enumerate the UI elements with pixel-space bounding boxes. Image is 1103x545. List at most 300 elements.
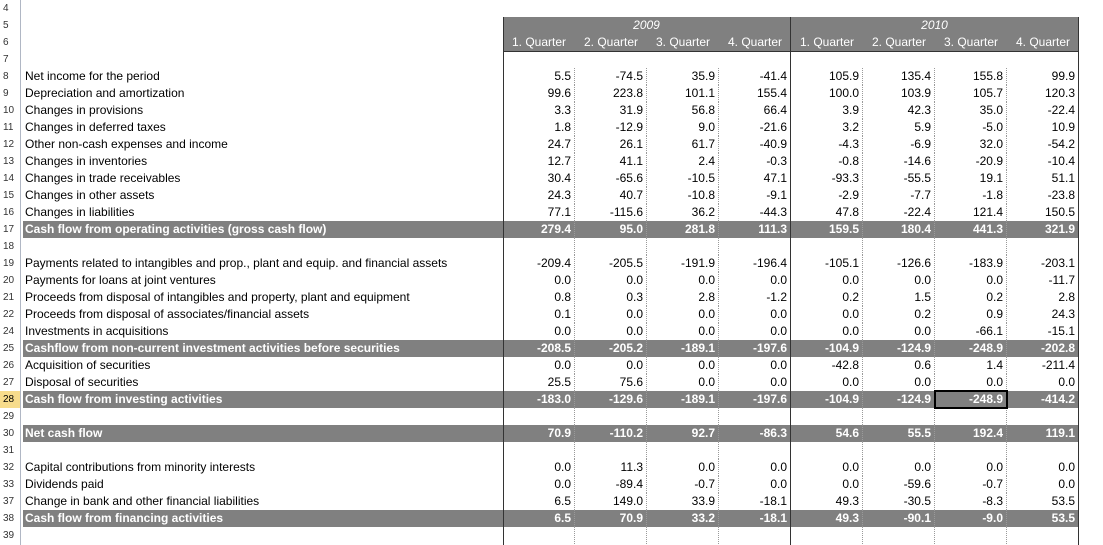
value-cell[interactable]: 0.0	[575, 357, 647, 374]
value-cell[interactable]: 120.3	[1007, 85, 1079, 102]
row-header[interactable]: 25	[0, 340, 20, 357]
value-cell[interactable]: -44.3	[719, 204, 791, 221]
value-cell[interactable]: 5.9	[863, 119, 935, 136]
value-cell[interactable]: 0.0	[935, 374, 1007, 391]
value-cell[interactable]: -54.2	[1007, 136, 1079, 153]
value-cell[interactable]: 0.0	[863, 323, 935, 340]
empty-cell[interactable]	[503, 238, 575, 255]
value-cell[interactable]: 9.0	[647, 119, 719, 136]
row-header[interactable]: 32	[0, 459, 20, 476]
table-row[interactable]	[0, 51, 1103, 68]
value-cell[interactable]: 12.7	[503, 153, 575, 170]
value-cell[interactable]: 0.0	[503, 357, 575, 374]
value-cell[interactable]: -126.6	[863, 255, 935, 272]
table-row[interactable]	[0, 289, 1103, 306]
value-cell[interactable]: -86.3	[719, 425, 791, 442]
summary-row[interactable]	[0, 510, 1103, 527]
value-cell[interactable]: -89.4	[575, 476, 647, 493]
value-cell[interactable]: 155.8	[935, 68, 1007, 85]
value-cell[interactable]: 0.0	[719, 306, 791, 323]
row-header[interactable]: 13	[0, 153, 20, 170]
value-cell[interactable]: -208.5	[503, 340, 575, 357]
value-cell[interactable]: 0.0	[1007, 374, 1079, 391]
value-cell[interactable]: -124.9	[863, 340, 935, 357]
value-cell[interactable]: -40.9	[719, 136, 791, 153]
value-cell[interactable]: -189.1	[647, 340, 719, 357]
value-cell[interactable]: -55.5	[863, 170, 935, 187]
table-row[interactable]	[0, 102, 1103, 119]
table-row[interactable]	[0, 170, 1103, 187]
row-label[interactable]: Depreciation and amortization	[25, 86, 185, 100]
value-cell[interactable]: -8.3	[935, 493, 1007, 510]
value-cell[interactable]: -65.6	[575, 170, 647, 187]
value-cell[interactable]: 0.0	[791, 323, 863, 340]
value-cell[interactable]: 0.0	[647, 272, 719, 289]
empty-cell[interactable]	[719, 408, 791, 425]
value-cell[interactable]: -0.7	[935, 476, 1007, 493]
value-cell[interactable]: -10.4	[1007, 153, 1079, 170]
empty-cell[interactable]	[647, 442, 719, 459]
value-cell[interactable]: 0.0	[575, 323, 647, 340]
row-header[interactable]: 39	[0, 527, 20, 544]
value-cell[interactable]: 111.3	[719, 221, 791, 238]
row-label[interactable]: Cash flow from financing activities	[25, 511, 224, 525]
value-cell[interactable]: 0.0	[719, 357, 791, 374]
value-cell[interactable]: 0.2	[791, 289, 863, 306]
empty-cell[interactable]	[575, 408, 647, 425]
table-row[interactable]	[0, 68, 1103, 85]
empty-cell[interactable]	[791, 442, 863, 459]
row-header[interactable]: 9	[0, 85, 20, 102]
value-cell[interactable]: 24.3	[503, 187, 575, 204]
value-cell[interactable]: 1.8	[503, 119, 575, 136]
value-cell[interactable]: 0.0	[791, 374, 863, 391]
table-row[interactable]	[0, 255, 1103, 272]
active-cell-cursor[interactable]	[934, 390, 1008, 409]
value-cell[interactable]: -104.9	[791, 391, 863, 408]
value-cell[interactable]: -105.1	[791, 255, 863, 272]
table-row[interactable]	[0, 323, 1103, 340]
row-label[interactable]: Changes in trade receivables	[25, 171, 181, 185]
value-cell[interactable]: -2.9	[791, 187, 863, 204]
value-cell[interactable]: 51.1	[1007, 170, 1079, 187]
value-cell[interactable]: 0.2	[863, 306, 935, 323]
value-cell[interactable]: 99.6	[503, 85, 575, 102]
row-header[interactable]: 8	[0, 68, 20, 85]
table-row[interactable]	[0, 442, 1103, 459]
value-cell[interactable]: 155.4	[719, 85, 791, 102]
value-cell[interactable]: 0.0	[863, 459, 935, 476]
value-cell[interactable]: 159.5	[791, 221, 863, 238]
row-header[interactable]: 20	[0, 272, 20, 289]
value-cell[interactable]: 0.0	[1007, 459, 1079, 476]
value-cell[interactable]: 441.3	[935, 221, 1007, 238]
value-cell[interactable]: 0.0	[791, 272, 863, 289]
value-cell[interactable]: 3.9	[791, 102, 863, 119]
value-cell[interactable]: -0.8	[791, 153, 863, 170]
row-header[interactable]: 11	[0, 119, 20, 136]
value-cell[interactable]: -209.4	[503, 255, 575, 272]
value-cell[interactable]: -196.4	[719, 255, 791, 272]
value-cell[interactable]: 119.1	[1007, 425, 1079, 442]
row-label[interactable]: Cash flow from operating activities (gross cash flow)	[25, 222, 327, 236]
empty-cell[interactable]	[503, 527, 575, 544]
value-cell[interactable]: 2.8	[647, 289, 719, 306]
value-cell[interactable]: 3.3	[503, 102, 575, 119]
empty-cell[interactable]	[503, 442, 575, 459]
value-cell[interactable]: -22.4	[1007, 102, 1079, 119]
value-cell[interactable]: 101.1	[647, 85, 719, 102]
value-cell[interactable]: 11.3	[575, 459, 647, 476]
value-cell[interactable]: 0.0	[719, 459, 791, 476]
value-cell[interactable]: -1.8	[935, 187, 1007, 204]
value-cell[interactable]: -12.9	[575, 119, 647, 136]
value-cell[interactable]: 0.0	[863, 272, 935, 289]
empty-cell[interactable]	[791, 527, 863, 544]
row-header[interactable]: 14	[0, 170, 20, 187]
value-cell[interactable]: 32.0	[935, 136, 1007, 153]
row-label[interactable]: Other non-cash expenses and income	[25, 137, 228, 151]
row-header[interactable]: 28	[0, 391, 20, 408]
row-label[interactable]: Disposal of securities	[25, 375, 139, 389]
value-cell[interactable]: -124.9	[863, 391, 935, 408]
value-cell[interactable]: 70.9	[575, 510, 647, 527]
value-cell[interactable]: 92.7	[647, 425, 719, 442]
value-cell[interactable]: 0.3	[575, 289, 647, 306]
value-cell[interactable]: 33.2	[647, 510, 719, 527]
value-cell[interactable]: -22.4	[863, 204, 935, 221]
value-cell[interactable]: 56.8	[647, 102, 719, 119]
empty-cell[interactable]	[935, 238, 1007, 255]
table-row[interactable]	[0, 357, 1103, 374]
empty-cell[interactable]	[1007, 408, 1079, 425]
value-cell[interactable]: -1.2	[719, 289, 791, 306]
value-cell[interactable]: -23.8	[1007, 187, 1079, 204]
table-row[interactable]	[0, 136, 1103, 153]
table-row[interactable]	[0, 306, 1103, 323]
value-cell[interactable]: -211.4	[1007, 357, 1079, 374]
table-row[interactable]	[0, 238, 1103, 255]
value-cell[interactable]: 75.6	[575, 374, 647, 391]
empty-cell[interactable]	[719, 238, 791, 255]
value-cell[interactable]: 70.9	[503, 425, 575, 442]
value-cell[interactable]: -205.2	[575, 340, 647, 357]
row-label[interactable]: Cashflow from non-current investment activities before securities	[25, 341, 400, 355]
empty-cell[interactable]	[575, 238, 647, 255]
value-cell[interactable]: 47.8	[791, 204, 863, 221]
value-cell[interactable]: -205.5	[575, 255, 647, 272]
summary-row[interactable]	[0, 340, 1103, 357]
value-cell[interactable]: -7.7	[863, 187, 935, 204]
value-cell[interactable]: 121.4	[935, 204, 1007, 221]
row-label[interactable]: Payments related to intangibles and prop., plant and equip. and financial assets	[25, 256, 448, 270]
row-header[interactable]: 27	[0, 374, 20, 391]
row-header[interactable]: 37	[0, 493, 20, 510]
row-label[interactable]: Capital contributions from minority interests	[25, 460, 256, 474]
table-row[interactable]	[0, 119, 1103, 136]
value-cell[interactable]: -10.5	[647, 170, 719, 187]
value-cell[interactable]: -0.7	[647, 476, 719, 493]
value-cell[interactable]: 135.4	[863, 68, 935, 85]
value-cell[interactable]: 0.0	[647, 459, 719, 476]
value-cell[interactable]: -66.1	[935, 323, 1007, 340]
empty-cell[interactable]	[719, 442, 791, 459]
value-cell[interactable]: 223.8	[575, 85, 647, 102]
empty-cell[interactable]	[863, 442, 935, 459]
value-cell[interactable]: -14.6	[863, 153, 935, 170]
empty-cell[interactable]	[1007, 442, 1079, 459]
value-cell[interactable]: 149.0	[575, 493, 647, 510]
value-cell[interactable]: -20.9	[935, 153, 1007, 170]
value-cell[interactable]: 55.5	[863, 425, 935, 442]
value-cell[interactable]: 0.0	[935, 272, 1007, 289]
row-header[interactable]: 15	[0, 187, 20, 204]
value-cell[interactable]: 100.0	[791, 85, 863, 102]
value-cell[interactable]: 26.1	[575, 136, 647, 153]
value-cell[interactable]: 0.0	[935, 459, 1007, 476]
value-cell[interactable]: 0.0	[503, 323, 575, 340]
value-cell[interactable]: 0.0	[575, 306, 647, 323]
value-cell[interactable]: 31.9	[575, 102, 647, 119]
value-cell[interactable]: 0.0	[791, 306, 863, 323]
value-cell[interactable]: 77.1	[503, 204, 575, 221]
value-cell[interactable]: -9.1	[719, 187, 791, 204]
value-cell[interactable]: 41.1	[575, 153, 647, 170]
value-cell[interactable]: 192.4	[935, 425, 1007, 442]
value-cell[interactable]: -30.5	[863, 493, 935, 510]
value-cell[interactable]: -11.7	[1007, 272, 1079, 289]
row-label[interactable]: Changes in deferred taxes	[25, 120, 166, 134]
value-cell[interactable]: 49.3	[791, 510, 863, 527]
value-cell[interactable]: -0.3	[719, 153, 791, 170]
value-cell[interactable]: -104.9	[791, 340, 863, 357]
value-cell[interactable]: 24.7	[503, 136, 575, 153]
value-cell[interactable]: -191.9	[647, 255, 719, 272]
table-row[interactable]	[0, 85, 1103, 102]
value-cell[interactable]: 35.9	[647, 68, 719, 85]
row-header[interactable]: 18	[0, 238, 20, 255]
row-label[interactable]: Proceeds from disposal of intangibles and property, plant and equipment	[25, 290, 410, 304]
value-cell[interactable]: 1.5	[863, 289, 935, 306]
value-cell[interactable]: 61.7	[647, 136, 719, 153]
value-cell[interactable]: -21.6	[719, 119, 791, 136]
row-header[interactable]: 22	[0, 306, 20, 323]
value-cell[interactable]: -6.9	[863, 136, 935, 153]
value-cell[interactable]: -10.8	[647, 187, 719, 204]
row-label[interactable]: Net income for the period	[25, 69, 160, 83]
table-row[interactable]	[0, 204, 1103, 221]
row-label[interactable]: Changes in liabilities	[25, 205, 135, 219]
empty-cell[interactable]	[863, 408, 935, 425]
value-cell[interactable]: 281.8	[647, 221, 719, 238]
value-cell[interactable]: 0.8	[503, 289, 575, 306]
empty-cell[interactable]	[863, 238, 935, 255]
table-row[interactable]	[0, 493, 1103, 510]
value-cell[interactable]: -90.1	[863, 510, 935, 527]
empty-cell[interactable]	[935, 442, 1007, 459]
table-row[interactable]	[0, 272, 1103, 289]
value-cell[interactable]: 47.1	[719, 170, 791, 187]
row-header[interactable]: 31	[0, 442, 20, 459]
table-row[interactable]	[0, 459, 1103, 476]
value-cell[interactable]: -9.0	[935, 510, 1007, 527]
value-cell[interactable]: 0.0	[791, 476, 863, 493]
value-cell[interactable]: -183.9	[935, 255, 1007, 272]
value-cell[interactable]: -110.2	[575, 425, 647, 442]
value-cell[interactable]: -202.8	[1007, 340, 1079, 357]
value-cell[interactable]: -248.9	[935, 391, 1007, 408]
table-row[interactable]	[0, 527, 1103, 544]
value-cell[interactable]: 321.9	[1007, 221, 1079, 238]
value-cell[interactable]: 6.5	[503, 510, 575, 527]
row-label[interactable]: Net cash flow	[25, 426, 103, 440]
value-cell[interactable]: 1.4	[935, 357, 1007, 374]
empty-cell[interactable]	[575, 527, 647, 544]
table-row[interactable]	[0, 476, 1103, 493]
value-cell[interactable]: 95.0	[575, 221, 647, 238]
value-cell[interactable]: -197.6	[719, 340, 791, 357]
value-cell[interactable]: -18.1	[719, 510, 791, 527]
row-header[interactable]: 16	[0, 204, 20, 221]
table-row[interactable]	[0, 374, 1103, 391]
empty-cell[interactable]	[1007, 238, 1079, 255]
value-cell[interactable]: -18.1	[719, 493, 791, 510]
value-cell[interactable]: 6.5	[503, 493, 575, 510]
table-row[interactable]	[0, 153, 1103, 170]
value-cell[interactable]: 53.5	[1007, 493, 1079, 510]
value-cell[interactable]: -183.0	[503, 391, 575, 408]
value-cell[interactable]: 54.6	[791, 425, 863, 442]
row-header[interactable]: 19	[0, 255, 20, 272]
value-cell[interactable]: -189.1	[647, 391, 719, 408]
value-cell[interactable]: 105.7	[935, 85, 1007, 102]
value-cell[interactable]: 0.9	[935, 306, 1007, 323]
value-cell[interactable]: 0.0	[863, 374, 935, 391]
row-header[interactable]: 12	[0, 136, 20, 153]
row-label[interactable]: Proceeds from disposal of associates/financial assets	[25, 307, 310, 321]
value-cell[interactable]: 30.4	[503, 170, 575, 187]
value-cell[interactable]: 279.4	[503, 221, 575, 238]
value-cell[interactable]: 0.1	[503, 306, 575, 323]
value-cell[interactable]: 25.5	[503, 374, 575, 391]
empty-cell[interactable]	[935, 527, 1007, 544]
value-cell[interactable]: 66.4	[719, 102, 791, 119]
value-cell[interactable]: -93.3	[791, 170, 863, 187]
value-cell[interactable]: 0.0	[719, 272, 791, 289]
empty-cell[interactable]	[863, 527, 935, 544]
row-header[interactable]: 24	[0, 323, 20, 340]
summary-row[interactable]	[0, 425, 1103, 442]
value-cell[interactable]: -414.2	[1007, 391, 1079, 408]
row-label[interactable]: Investments in acquisitions	[25, 324, 169, 338]
empty-cell[interactable]	[647, 527, 719, 544]
value-cell[interactable]: 0.0	[647, 323, 719, 340]
row-label[interactable]: Changes in other assets	[25, 188, 155, 202]
value-cell[interactable]: 103.9	[863, 85, 935, 102]
value-cell[interactable]: -203.1	[1007, 255, 1079, 272]
value-cell[interactable]: -59.6	[863, 476, 935, 493]
row-label[interactable]: Dividends paid	[25, 477, 104, 491]
empty-cell[interactable]	[575, 442, 647, 459]
value-cell[interactable]: -74.5	[575, 68, 647, 85]
value-cell[interactable]: 10.9	[1007, 119, 1079, 136]
row-header[interactable]: 5	[0, 17, 20, 34]
empty-cell[interactable]	[503, 408, 575, 425]
value-cell[interactable]: -5.0	[935, 119, 1007, 136]
table-row[interactable]	[0, 408, 1103, 425]
value-cell[interactable]: 0.6	[863, 357, 935, 374]
value-cell[interactable]: 33.9	[647, 493, 719, 510]
empty-cell[interactable]	[791, 408, 863, 425]
value-cell[interactable]: -248.9	[935, 340, 1007, 357]
row-header[interactable]: 17	[0, 221, 20, 238]
empty-cell[interactable]	[719, 527, 791, 544]
value-cell[interactable]: 0.0	[503, 476, 575, 493]
row-header[interactable]: 33	[0, 476, 20, 493]
value-cell[interactable]: 3.2	[791, 119, 863, 136]
row-header[interactable]: 30	[0, 425, 20, 442]
value-cell[interactable]: 150.5	[1007, 204, 1079, 221]
value-cell[interactable]: 0.0	[575, 272, 647, 289]
empty-cell[interactable]	[1007, 527, 1079, 544]
value-cell[interactable]: -197.6	[719, 391, 791, 408]
table-row[interactable]	[0, 0, 1103, 17]
value-cell[interactable]: -42.8	[791, 357, 863, 374]
value-cell[interactable]: 36.2	[647, 204, 719, 221]
value-cell[interactable]: 40.7	[575, 187, 647, 204]
row-header[interactable]: 6	[0, 34, 20, 51]
row-label[interactable]: Payments for loans at joint ventures	[25, 273, 216, 287]
row-header[interactable]: 21	[0, 289, 20, 306]
value-cell[interactable]: 0.0	[719, 476, 791, 493]
value-cell[interactable]: 180.4	[863, 221, 935, 238]
empty-cell[interactable]	[791, 238, 863, 255]
value-cell[interactable]: 99.9	[1007, 68, 1079, 85]
table-row[interactable]	[0, 187, 1103, 204]
value-cell[interactable]: 5.5	[503, 68, 575, 85]
value-cell[interactable]: 0.2	[935, 289, 1007, 306]
row-header[interactable]: 26	[0, 357, 20, 374]
value-cell[interactable]: 2.8	[1007, 289, 1079, 306]
row-header[interactable]: 4	[0, 0, 20, 17]
value-cell[interactable]: 105.9	[791, 68, 863, 85]
value-cell[interactable]: 19.1	[935, 170, 1007, 187]
value-cell[interactable]: 35.0	[935, 102, 1007, 119]
value-cell[interactable]: 0.0	[503, 459, 575, 476]
summary-row[interactable]	[0, 221, 1103, 238]
value-cell[interactable]: 0.0	[1007, 476, 1079, 493]
row-header[interactable]: 29	[0, 408, 20, 425]
value-cell[interactable]: -115.6	[575, 204, 647, 221]
value-cell[interactable]: 0.0	[791, 459, 863, 476]
value-cell[interactable]: -41.4	[719, 68, 791, 85]
empty-cell[interactable]	[647, 238, 719, 255]
value-cell[interactable]: 53.5	[1007, 510, 1079, 527]
value-cell[interactable]: 0.0	[647, 306, 719, 323]
value-cell[interactable]: -129.6	[575, 391, 647, 408]
value-cell[interactable]: 24.3	[1007, 306, 1079, 323]
value-cell[interactable]: 0.0	[503, 272, 575, 289]
value-cell[interactable]: 0.0	[647, 374, 719, 391]
value-cell[interactable]: -4.3	[791, 136, 863, 153]
empty-cell[interactable]	[647, 408, 719, 425]
value-cell[interactable]: 0.0	[719, 374, 791, 391]
value-cell[interactable]: -15.1	[1007, 323, 1079, 340]
row-header[interactable]: 10	[0, 102, 20, 119]
value-cell[interactable]: 0.0	[719, 323, 791, 340]
row-label[interactable]: Changes in inventories	[25, 154, 148, 168]
value-cell[interactable]: 2.4	[647, 153, 719, 170]
